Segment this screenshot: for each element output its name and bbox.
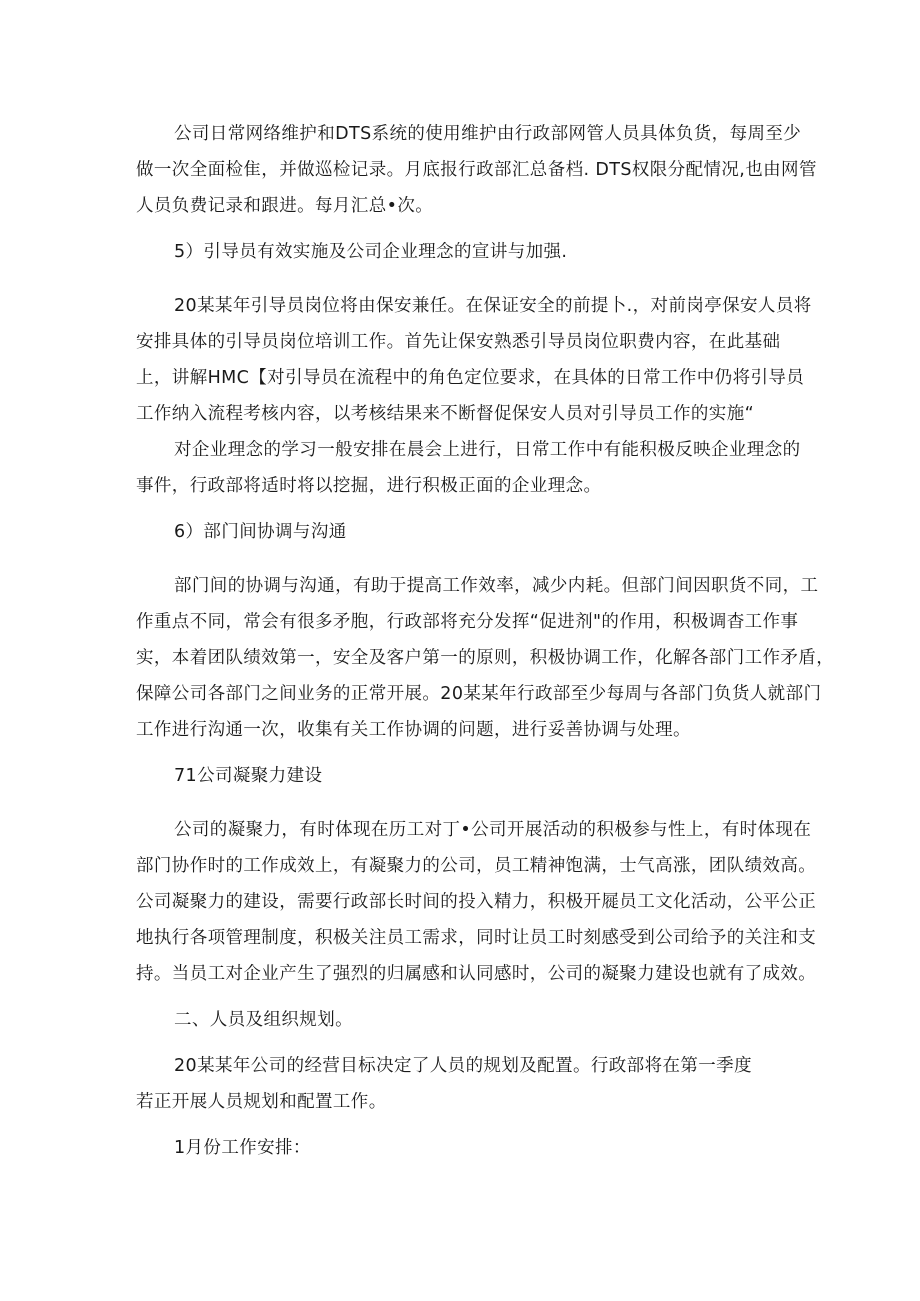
heading-cohesion-section: 71公司凝聚力建设: [174, 766, 323, 786]
paragraph-philosophy-line-2: 事件，行政部将适时将以挖掘，进行积极正面的企业理念。: [136, 476, 602, 496]
paragraph-guide-line-4: 工作纳入流程考核内容，以考核结果来不断督促保安人员对引导员工作的实施“: [136, 404, 755, 424]
heading-personnel-planning: 二、人员及组织规划。: [174, 1010, 353, 1030]
paragraph-guide-line-2: 安排具体的引导员岗位培训工作。首先让保安熟悉引导员岗位职费内容，在此基础: [136, 332, 781, 352]
paragraph-network-line-3: 人员负费记录和跟进。每月汇总•次。: [136, 196, 434, 216]
paragraph-network-line-2: 做一次全面检隹，并做巡检记录。月底报行政部汇总备档. DTS权限分配情况,也由网管: [136, 160, 817, 180]
paragraph-guide-line-1: 20某某年引导员岗位将由保安兼任。在保证安全的前提卜.，对前岗亭保安人员将: [174, 296, 812, 316]
paragraph-coordination-line-5: 工作进行沟通一次，收集有关工作协调的问题，进行妥善协调与处理。: [136, 720, 691, 740]
paragraph-network-line-1: 公司日常网络维护和DTS系统的使用维护由行政部网管人员具体负货，每周至少: [174, 124, 802, 144]
heading-january-schedule: 1月份工作安排：: [174, 1138, 311, 1158]
paragraph-cohesion-line-3: 公司凝聚力的建设，需要行政部长时间的投入精力，积极开屣员工文化活动，公平公正: [136, 892, 817, 912]
paragraph-cohesion-line-4: 地执行各项管理制度，积极关注员工需求，同时让员工时刻感受到公司给予的关注和支: [136, 928, 817, 948]
paragraph-cohesion-line-2: 部门协作时的工作成效上，有凝聚力的公司，员工精神饱满，士气高涨，团队绩效高。: [136, 856, 817, 876]
paragraph-coordination-line-1: 部门间的协调与沟通，有助于提高工作效率，减少内耗。但部门间因职货不同，工: [174, 576, 819, 596]
heading-guide-section: 5）引导员有效实施及公司企业理念的宣讲与加强.: [174, 242, 568, 262]
paragraph-coordination-line-2: 作重点不同，常会有很多矛胞，行政部将充分发挥“促进剂"的作用，积极调杳工作事: [136, 612, 799, 632]
paragraph-personnel-line-1: 20某某年公司的经营目标决定了人员的规划及配置。行政部将在第一季度: [174, 1056, 752, 1076]
paragraph-coordination-line-4: 保障公司各部门之间业务的正常开展。20某某年行政部至少每周与各部门负货人就部门: [136, 684, 822, 704]
paragraph-cohesion-line-5: 持。当员工对企业产生了强烈的归属感和认同感时，公司的凝聚力建设也就有了成效。: [136, 964, 817, 984]
heading-coordination-section: 6）部门间协调与沟通: [174, 522, 347, 542]
paragraph-guide-line-3: 上，讲解HMC【对引导员在流程中的角色定位要求，在具体的日常工作中仍将引导员: [136, 368, 805, 388]
paragraph-personnel-line-2: 若正开展人员规划和配置工作。: [136, 1092, 387, 1112]
paragraph-cohesion-line-1: 公司的凝聚力，有时体现在历工对丁•公司开展活动的积极参与性上，有时体现在: [174, 820, 812, 840]
paragraph-coordination-line-3: 实，本着团队绩效第一，安全及客户第一的原则，积极协调工作，化解各部门工作矛盾，: [136, 648, 835, 668]
paragraph-philosophy-line-1: 对企业理念的学习一般安排在晨会上进行，日常工作中有能积极反映企业理念的: [174, 440, 801, 460]
